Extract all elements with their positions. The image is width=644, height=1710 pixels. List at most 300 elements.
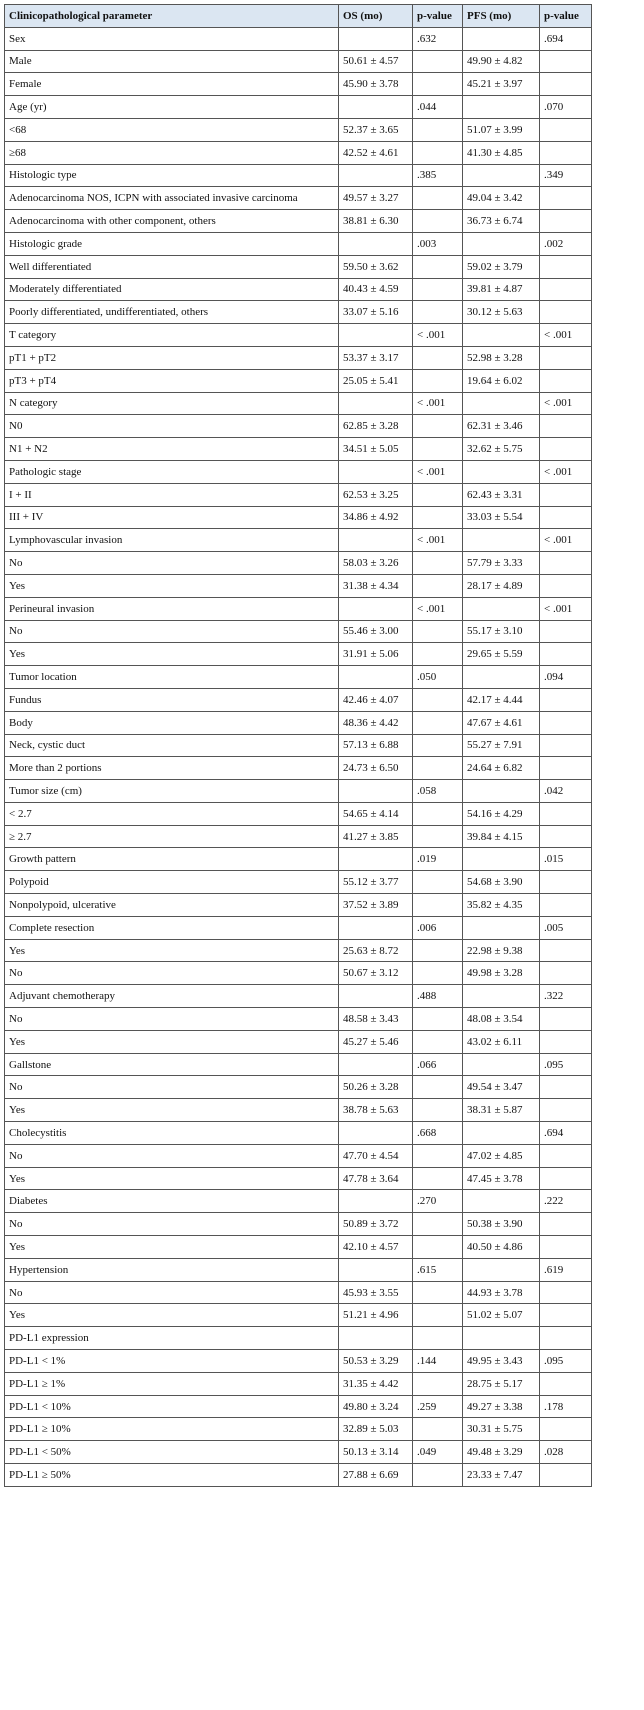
cell-pfs-p-value [540, 118, 592, 141]
table-row [5, 1190, 592, 1213]
table-row [5, 73, 592, 96]
cell-os-p-value: .066 [413, 1053, 463, 1076]
cell-pfs: 38.31 ± 5.87 [463, 1099, 540, 1122]
cell-pfs-p-value [540, 50, 592, 73]
table-row [5, 529, 592, 552]
table-row [5, 1076, 592, 1099]
cell-parameter: No [5, 1281, 339, 1304]
cell-os [339, 460, 413, 483]
cell-parameter: PD-L1 ≥ 10% [5, 1418, 339, 1441]
cell-pfs: 29.65 ± 5.59 [463, 643, 540, 666]
cell-os [339, 164, 413, 187]
cell-pfs: 30.31 ± 5.75 [463, 1418, 540, 1441]
cell-os-p-value [413, 825, 463, 848]
cell-os: 31.35 ± 4.42 [339, 1372, 413, 1395]
cell-os: 54.65 ± 4.14 [339, 802, 413, 825]
cell-os-p-value [413, 1236, 463, 1259]
cell-pfs: 62.43 ± 3.31 [463, 483, 540, 506]
table-row [5, 711, 592, 734]
table-row [5, 1099, 592, 1122]
table-row [5, 574, 592, 597]
table-row [5, 734, 592, 757]
cell-parameter: Yes [5, 1304, 339, 1327]
cell-os-p-value [413, 643, 463, 666]
cell-os-p-value [413, 346, 463, 369]
table-row [5, 871, 592, 894]
cell-os-p-value [413, 118, 463, 141]
cell-parameter: III + IV [5, 506, 339, 529]
cell-pfs: 19.64 ± 6.02 [463, 369, 540, 392]
cell-pfs [463, 916, 540, 939]
cell-os: 25.63 ± 8.72 [339, 939, 413, 962]
cell-os-p-value [413, 1008, 463, 1031]
cell-os: 50.13 ± 3.14 [339, 1441, 413, 1464]
cell-pfs-p-value: .070 [540, 96, 592, 119]
cell-os: 52.37 ± 3.65 [339, 118, 413, 141]
cell-os-p-value: .615 [413, 1258, 463, 1281]
cell-parameter: Body [5, 711, 339, 734]
cell-pfs: 47.02 ± 4.85 [463, 1144, 540, 1167]
cell-parameter: Histologic grade [5, 232, 339, 255]
cell-parameter: Tumor location [5, 666, 339, 689]
cell-pfs: 40.50 ± 4.86 [463, 1236, 540, 1259]
cell-pfs-p-value [540, 871, 592, 894]
cell-os [339, 916, 413, 939]
cell-os-p-value [413, 574, 463, 597]
cell-pfs-p-value [540, 962, 592, 985]
cell-pfs: 48.08 ± 3.54 [463, 1008, 540, 1031]
cell-os-p-value: .003 [413, 232, 463, 255]
cell-pfs-p-value: .042 [540, 780, 592, 803]
table-row [5, 825, 592, 848]
cell-pfs-p-value: .619 [540, 1258, 592, 1281]
cell-pfs-p-value [540, 1304, 592, 1327]
cell-parameter: Adenocarcinoma NOS, ICPN with associated invasive carcinoma [5, 187, 339, 210]
cell-pfs: 49.27 ± 3.38 [463, 1395, 540, 1418]
cell-pfs-p-value [540, 278, 592, 301]
cell-os: 50.89 ± 3.72 [339, 1213, 413, 1236]
cell-os [339, 1327, 413, 1350]
cell-pfs [463, 1190, 540, 1213]
cell-os [339, 27, 413, 50]
cell-pfs-p-value: < .001 [540, 529, 592, 552]
cell-parameter: ≥68 [5, 141, 339, 164]
cell-os-p-value: .144 [413, 1350, 463, 1373]
cell-os: 58.03 ± 3.26 [339, 552, 413, 575]
header-pfs: PFS (mo) [463, 5, 540, 28]
table-row [5, 802, 592, 825]
cell-pfs [463, 392, 540, 415]
cell-os-p-value [413, 802, 463, 825]
cell-pfs [463, 985, 540, 1008]
table-row [5, 1281, 592, 1304]
cell-pfs: 28.17 ± 4.89 [463, 574, 540, 597]
cell-parameter: PD-L1 ≥ 1% [5, 1372, 339, 1395]
cell-os-p-value [413, 871, 463, 894]
cell-pfs-p-value: < .001 [540, 597, 592, 620]
cell-os: 37.52 ± 3.89 [339, 894, 413, 917]
cell-pfs-p-value [540, 438, 592, 461]
cell-os [339, 780, 413, 803]
cell-os-p-value [413, 1418, 463, 1441]
cell-pfs-p-value: .028 [540, 1441, 592, 1464]
cell-os-p-value: .049 [413, 1441, 463, 1464]
cell-pfs: 33.03 ± 5.54 [463, 506, 540, 529]
cell-os: 34.86 ± 4.92 [339, 506, 413, 529]
table-row [5, 369, 592, 392]
cell-parameter: ≥ 2.7 [5, 825, 339, 848]
cell-pfs-p-value: .095 [540, 1053, 592, 1076]
table-row [5, 916, 592, 939]
cell-pfs-p-value [540, 825, 592, 848]
cell-os: 55.12 ± 3.77 [339, 871, 413, 894]
cell-os: 48.58 ± 3.43 [339, 1008, 413, 1031]
cell-parameter: Histologic type [5, 164, 339, 187]
cell-pfs [463, 232, 540, 255]
cell-pfs-p-value [540, 210, 592, 233]
cell-pfs: 44.93 ± 3.78 [463, 1281, 540, 1304]
cell-os [339, 529, 413, 552]
cell-os: 33.07 ± 5.16 [339, 301, 413, 324]
cell-os: 47.70 ± 4.54 [339, 1144, 413, 1167]
table-row [5, 688, 592, 711]
cell-os-p-value: .058 [413, 780, 463, 803]
table-row [5, 848, 592, 871]
cell-parameter: Poorly differentiated, undifferentiated, others [5, 301, 339, 324]
cell-parameter: pT3 + pT4 [5, 369, 339, 392]
cell-parameter: pT1 + pT2 [5, 346, 339, 369]
cell-pfs-p-value [540, 688, 592, 711]
cell-os: 49.80 ± 3.24 [339, 1395, 413, 1418]
cell-pfs-p-value: < .001 [540, 392, 592, 415]
cell-os-p-value [413, 1372, 463, 1395]
cell-os-p-value [413, 757, 463, 780]
cell-pfs-p-value [540, 1167, 592, 1190]
cell-os: 50.26 ± 3.28 [339, 1076, 413, 1099]
cell-os: 25.05 ± 5.41 [339, 369, 413, 392]
cell-os-p-value [413, 939, 463, 962]
cell-parameter: Fundus [5, 688, 339, 711]
cell-pfs-p-value [540, 73, 592, 96]
cell-parameter: Female [5, 73, 339, 96]
table-row [5, 1258, 592, 1281]
cell-parameter: Age (yr) [5, 96, 339, 119]
cell-os-p-value: .385 [413, 164, 463, 187]
cell-os-p-value: < .001 [413, 529, 463, 552]
cell-pfs: 47.67 ± 4.61 [463, 711, 540, 734]
table-row [5, 438, 592, 461]
cell-os-p-value [413, 483, 463, 506]
cell-parameter: Adjuvant chemotherapy [5, 985, 339, 1008]
cell-pfs-p-value: < .001 [540, 460, 592, 483]
cell-os: 31.91 ± 5.06 [339, 643, 413, 666]
cell-os: 32.89 ± 5.03 [339, 1418, 413, 1441]
cell-os: 57.13 ± 6.88 [339, 734, 413, 757]
cell-os-p-value: .668 [413, 1122, 463, 1145]
cell-pfs-p-value [540, 894, 592, 917]
cell-pfs: 62.31 ± 3.46 [463, 415, 540, 438]
table-row [5, 894, 592, 917]
cell-pfs: 49.54 ± 3.47 [463, 1076, 540, 1099]
table-row [5, 1350, 592, 1373]
table-row [5, 278, 592, 301]
cell-os-p-value [413, 141, 463, 164]
cell-os-p-value [413, 73, 463, 96]
cell-os-p-value: .006 [413, 916, 463, 939]
cell-os-p-value: .270 [413, 1190, 463, 1213]
header-parameter: Clinicopathological parameter [5, 5, 339, 28]
cell-os-p-value: < .001 [413, 324, 463, 347]
cell-pfs-p-value [540, 506, 592, 529]
table-row [5, 232, 592, 255]
cell-os-p-value: .019 [413, 848, 463, 871]
cell-pfs-p-value [540, 620, 592, 643]
table-row [5, 939, 592, 962]
cell-pfs-p-value [540, 643, 592, 666]
table-row [5, 1395, 592, 1418]
cell-parameter: I + II [5, 483, 339, 506]
cell-pfs-p-value [540, 711, 592, 734]
cell-parameter: Polypoid [5, 871, 339, 894]
table-row [5, 27, 592, 50]
cell-pfs: 49.48 ± 3.29 [463, 1441, 540, 1464]
cell-os-p-value [413, 278, 463, 301]
cell-os: 50.67 ± 3.12 [339, 962, 413, 985]
table-row [5, 1372, 592, 1395]
cell-pfs: 41.30 ± 4.85 [463, 141, 540, 164]
cell-pfs [463, 96, 540, 119]
table-row [5, 666, 592, 689]
cell-pfs-p-value [540, 346, 592, 369]
cell-pfs: 51.07 ± 3.99 [463, 118, 540, 141]
cell-pfs-p-value [540, 187, 592, 210]
table-row [5, 164, 592, 187]
cell-parameter: Growth pattern [5, 848, 339, 871]
cell-parameter: < 2.7 [5, 802, 339, 825]
cell-os [339, 392, 413, 415]
cell-pfs-p-value: < .001 [540, 324, 592, 347]
table-row [5, 1144, 592, 1167]
cell-pfs: 50.38 ± 3.90 [463, 1213, 540, 1236]
cell-pfs: 49.95 ± 3.43 [463, 1350, 540, 1373]
cell-pfs-p-value [540, 939, 592, 962]
cell-os-p-value: < .001 [413, 597, 463, 620]
cell-pfs: 30.12 ± 5.63 [463, 301, 540, 324]
cell-os: 62.85 ± 3.28 [339, 415, 413, 438]
cell-pfs [463, 1053, 540, 1076]
cell-pfs: 36.73 ± 6.74 [463, 210, 540, 233]
cell-os [339, 232, 413, 255]
cell-pfs-p-value [540, 1236, 592, 1259]
cell-os-p-value: .632 [413, 27, 463, 50]
cell-os: 45.27 ± 5.46 [339, 1030, 413, 1053]
cell-os-p-value: .488 [413, 985, 463, 1008]
table-row [5, 1236, 592, 1259]
cell-pfs-p-value [540, 734, 592, 757]
table-row [5, 210, 592, 233]
table-row [5, 643, 592, 666]
cell-os-p-value [413, 1213, 463, 1236]
cell-parameter: PD-L1 < 10% [5, 1395, 339, 1418]
table-row [5, 552, 592, 575]
cell-parameter: Hypertension [5, 1258, 339, 1281]
cell-os-p-value: < .001 [413, 392, 463, 415]
cell-parameter: Pathologic stage [5, 460, 339, 483]
cell-pfs [463, 324, 540, 347]
cell-os [339, 1053, 413, 1076]
cell-pfs: 45.21 ± 3.97 [463, 73, 540, 96]
cell-parameter: PD-L1 < 50% [5, 1441, 339, 1464]
cell-os: 51.21 ± 4.96 [339, 1304, 413, 1327]
cell-os: 49.57 ± 3.27 [339, 187, 413, 210]
cell-parameter: PD-L1 ≥ 50% [5, 1464, 339, 1487]
cell-pfs-p-value: .094 [540, 666, 592, 689]
cell-pfs-p-value [540, 552, 592, 575]
cell-pfs [463, 460, 540, 483]
cell-pfs: 51.02 ± 5.07 [463, 1304, 540, 1327]
cell-os [339, 1258, 413, 1281]
cell-parameter: PD-L1 expression [5, 1327, 339, 1350]
cell-parameter: No [5, 1076, 339, 1099]
cell-pfs [463, 666, 540, 689]
cell-os-p-value [413, 301, 463, 324]
cell-pfs: 49.90 ± 4.82 [463, 50, 540, 73]
cell-os [339, 1190, 413, 1213]
cell-pfs-p-value: .002 [540, 232, 592, 255]
cell-os-p-value: .259 [413, 1395, 463, 1418]
cell-os: 42.10 ± 4.57 [339, 1236, 413, 1259]
cell-parameter: No [5, 1144, 339, 1167]
cell-os [339, 848, 413, 871]
table-row [5, 255, 592, 278]
cell-os-p-value [413, 210, 463, 233]
cell-os-p-value [413, 187, 463, 210]
cell-os-p-value [413, 734, 463, 757]
cell-os-p-value [413, 438, 463, 461]
cell-pfs: 23.33 ± 7.47 [463, 1464, 540, 1487]
cell-pfs: 59.02 ± 3.79 [463, 255, 540, 278]
cell-os: 53.37 ± 3.17 [339, 346, 413, 369]
cell-parameter: N category [5, 392, 339, 415]
cell-pfs [463, 164, 540, 187]
cell-os: 41.27 ± 3.85 [339, 825, 413, 848]
cell-os: 48.36 ± 4.42 [339, 711, 413, 734]
table-row [5, 1418, 592, 1441]
cell-os [339, 324, 413, 347]
cell-pfs-p-value [540, 301, 592, 324]
table-row [5, 506, 592, 529]
cell-pfs-p-value [540, 483, 592, 506]
cell-pfs-p-value [540, 574, 592, 597]
cell-pfs: 39.84 ± 4.15 [463, 825, 540, 848]
table-row [5, 620, 592, 643]
table-row [5, 985, 592, 1008]
cell-parameter: Well differentiated [5, 255, 339, 278]
table-row [5, 597, 592, 620]
header-os: OS (mo) [339, 5, 413, 28]
table-row [5, 460, 592, 483]
cell-pfs [463, 529, 540, 552]
cell-pfs [463, 780, 540, 803]
table-row [5, 346, 592, 369]
cell-pfs-p-value [540, 1418, 592, 1441]
table-row [5, 1122, 592, 1145]
table-row [5, 301, 592, 324]
cell-pfs-p-value [540, 1213, 592, 1236]
cell-parameter: Yes [5, 643, 339, 666]
cell-pfs: 55.17 ± 3.10 [463, 620, 540, 643]
cell-parameter: No [5, 1008, 339, 1031]
cell-pfs-p-value [540, 255, 592, 278]
cell-parameter: Neck, cystic duct [5, 734, 339, 757]
cell-os-p-value [413, 1099, 463, 1122]
cell-parameter: Male [5, 50, 339, 73]
cell-pfs [463, 1258, 540, 1281]
cell-os [339, 666, 413, 689]
cell-os-p-value [413, 1076, 463, 1099]
cell-os: 59.50 ± 3.62 [339, 255, 413, 278]
cell-pfs: 35.82 ± 4.35 [463, 894, 540, 917]
cell-os: 45.93 ± 3.55 [339, 1281, 413, 1304]
cell-pfs: 42.17 ± 4.44 [463, 688, 540, 711]
cell-os-p-value [413, 255, 463, 278]
cell-pfs-p-value: .694 [540, 27, 592, 50]
cell-parameter: PD-L1 < 1% [5, 1350, 339, 1373]
cell-os-p-value [413, 369, 463, 392]
cell-os-p-value [413, 1030, 463, 1053]
cell-os-p-value [413, 1464, 463, 1487]
cell-pfs-p-value: .005 [540, 916, 592, 939]
cell-os: 50.61 ± 4.57 [339, 50, 413, 73]
cell-os-p-value [413, 1167, 463, 1190]
cell-os [339, 96, 413, 119]
table-container [4, 4, 591, 1487]
cell-parameter: No [5, 620, 339, 643]
cell-pfs-p-value [540, 141, 592, 164]
table-header-row [5, 5, 592, 28]
cell-pfs-p-value [540, 1281, 592, 1304]
cell-os-p-value [413, 894, 463, 917]
cell-parameter: No [5, 1213, 339, 1236]
cell-pfs-p-value [540, 757, 592, 780]
cell-pfs-p-value [540, 1076, 592, 1099]
cell-pfs: 49.04 ± 3.42 [463, 187, 540, 210]
table-row [5, 1030, 592, 1053]
cell-os-p-value: .044 [413, 96, 463, 119]
cell-parameter: Sex [5, 27, 339, 50]
cell-os-p-value: .050 [413, 666, 463, 689]
cell-parameter: Yes [5, 574, 339, 597]
cell-pfs: 24.64 ± 6.82 [463, 757, 540, 780]
cell-os [339, 985, 413, 1008]
cell-os-p-value [413, 50, 463, 73]
header-os-p-value: p-value [413, 5, 463, 28]
cell-os-p-value [413, 1304, 463, 1327]
cell-parameter: Gallstone [5, 1053, 339, 1076]
cell-os: 38.78 ± 5.63 [339, 1099, 413, 1122]
cell-pfs-p-value [540, 1144, 592, 1167]
cell-pfs [463, 597, 540, 620]
table-row [5, 1213, 592, 1236]
cell-os-p-value [413, 688, 463, 711]
cell-pfs: 49.98 ± 3.28 [463, 962, 540, 985]
cell-parameter: No [5, 962, 339, 985]
cell-os: 27.88 ± 6.69 [339, 1464, 413, 1487]
cell-pfs: 32.62 ± 5.75 [463, 438, 540, 461]
cell-pfs-p-value: .694 [540, 1122, 592, 1145]
cell-os [339, 597, 413, 620]
table-row [5, 118, 592, 141]
